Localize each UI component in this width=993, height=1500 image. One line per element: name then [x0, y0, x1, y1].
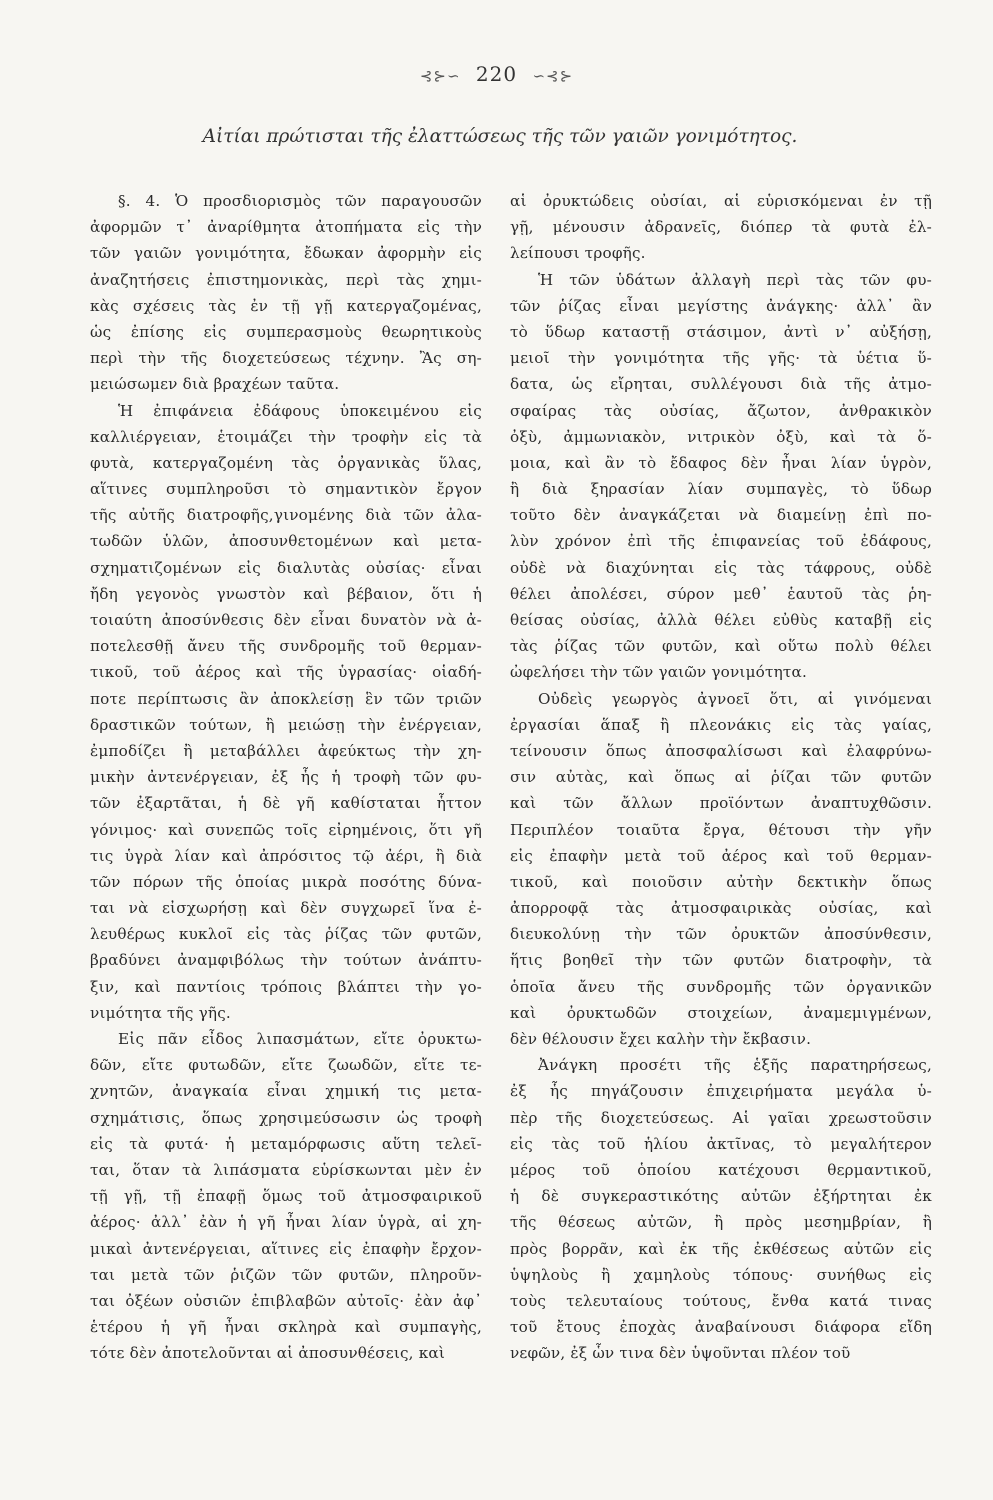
- text-line: μέρος τοῦ ὁποίου κατέχουσι θερμαντικοῦ,: [510, 1160, 932, 1179]
- text-line: Ἀνάγκη προσέτι τῆς ἑξῆς παρατηρήσεως,: [538, 1056, 932, 1075]
- text-line: Περιπλέον τοιαῦτα ἔργα, θέτουσι τὴν γῆν: [510, 820, 932, 839]
- text-line: ἡ δὲ συγκεραστικότης αὐτῶν ἐξήρτηται ἐκ: [510, 1187, 932, 1206]
- text-line: ἀναζητήσεις ἐπιστημονικὰς, περὶ τὰς χημι-: [90, 270, 482, 289]
- text-line: γόνιμος· καὶ συνεπῶς τοῖς εἰρημένοις, ὅτι γῆ: [90, 820, 482, 839]
- text-line: ται, ὅταν τὰ λιπάσματα εὑρίσκωνται μὲν ἐν: [90, 1160, 482, 1179]
- text-line: βραδύνει ἀναμφιβόλως τὴν τούτων ἀνάπτυ-: [90, 951, 482, 970]
- text-line: καὶ ὀρυκτωδῶν στοιχείων, ἀναμεμιγμένων,: [510, 1003, 932, 1022]
- text-line: ξιν, καὶ παντίοις τρόποις βλάπτει τὴν γο-: [90, 977, 482, 996]
- text-line: καλλιέργειαν, ἑτοιμάζει τὴν τροφὴν εἰς τὰ: [90, 427, 482, 446]
- text-line: ἀέρος· ἀλλ᾽ ἐὰν ἡ γῆ ἦναι λίαν ὑγρὰ, αἱ χη-: [90, 1213, 482, 1232]
- text-line: σχημάτισις, ὅπως χρησιμεύσωσιν ὡς τροφὴ: [90, 1108, 482, 1127]
- text-line: λείπουσι τροφῆς.: [510, 244, 646, 263]
- text-line: ὑψηλοὺς ἢ χαμηλοὺς τόπους· συνήθως εἰς: [510, 1265, 932, 1284]
- text-line: σχηματιζομένων εἰς διαλυτὰς οὐσίας· εἶναι: [90, 558, 482, 577]
- text-line: Οὐδεὶς γεωργὸς ἀγνοεῖ ὅτι, αἱ γινόμεναι: [538, 689, 932, 708]
- text-line: λευθέρως κυκλοῖ εἰς τὰς ῥίζας τῶν φυτῶν,: [90, 925, 482, 944]
- text-line: εἰς ἐπαφὴν μετὰ τοῦ ἀέρος καὶ τοῦ θερμαν-: [510, 846, 932, 865]
- text-line: ὁποῖα ἄνευ τῆς συνδρομῆς τῶν ὀργανικῶν: [510, 977, 932, 996]
- section-title: Αἰτίαι πρώτισται τῆς ἐλαττώσεως τῆς τῶν γαιῶν γονιμότητος.: [202, 126, 798, 147]
- text-line: τείνουσιν ὅπως ἀποσφαλίσωσι καὶ ἐλαφρύνω-: [510, 741, 932, 760]
- text-line: πρὸς βορρᾶν, καὶ ἐκ τῆς ἐκθέσεως αὐτῶν εἰς: [510, 1239, 932, 1258]
- text-line: ὀξὺ, ἀμμωνιακὸν, νιτρικὸν ὀξὺ, καὶ τὰ ὅ-: [510, 427, 932, 446]
- text-line: ἀφορμῶν τ᾽ ἀναρίθμητα ἀτοπήματα εἰς τὴν: [90, 218, 482, 237]
- text-line: διευκολύνῃ τὴν τῶν ὀρυκτῶν ἀποσύνθεσιν,: [510, 925, 932, 944]
- text-line: καὶ τῶν ἄλλων προϊόντων ἀναπτυχθῶσιν.: [510, 794, 932, 813]
- text-line: τῶν ἐξαρτᾶται, ἡ δὲ γῆ καθίσταται ἧττον: [90, 794, 482, 813]
- text-line: τοῦ ἔτους ἐποχὰς ἀναβαίνουσι διάφορα εἴδη: [510, 1318, 932, 1337]
- text-line: τῶν ῥίζας εἶναι μεγίστης ἀνάγκης· ἀλλ᾽ ἂν: [510, 296, 932, 315]
- text-line: τῆς αὐτῆς διατροφῆς,γινομένης διὰ τῶν ἀλα-: [90, 506, 482, 525]
- text-line: εἰς τὰς τοῦ ἡλίου ἀκτῖνας, τὸ μεγαλήτερον: [510, 1134, 932, 1153]
- text-line: μικαὶ ἀντενέργειαι, αἵτινες εἰς ἐπαφὴν ἔρχον-: [90, 1239, 482, 1258]
- text-line: τῆς θέσεως αὐτῶν, ἢ πρὸς μεσημβρίαν, ἢ: [510, 1213, 932, 1232]
- ornament-left: ⊰⊱∽: [419, 67, 461, 85]
- text-line: ἢ διὰ ξηρασίαν λίαν συμπαγὲς, τὸ ὕδωρ: [510, 480, 932, 499]
- text-line: ἐμποδίζει ἢ μεταβάλλει ἀφεύκτως τὴν χη-: [90, 741, 482, 760]
- text-line: τωδῶν ὑλῶν, ἀποσυνθετομένων καὶ μετα-: [90, 532, 482, 551]
- text-line: δὲν θέλουσιν ἔχει καλὴν τὴν ἔκβασιν.: [510, 1030, 812, 1048]
- text-line: ται νὰ εἰσχωρήσῃ καὶ δὲν συγχωρεῖ ἵνα ἐ-: [90, 899, 482, 918]
- left-column: [90, 188, 482, 1366]
- text-line: μειώσωμεν διὰ βραχέων ταῦτα.: [90, 375, 340, 394]
- text-line: αἱ ὀρυκτώδεις οὐσίαι, αἱ εὑρισκόμεναι ἐν τῇ: [510, 192, 932, 210]
- text-line: δραστικῶν τούτων, ἢ μειώσῃ τὴν ἐνέργειαν,: [90, 715, 482, 734]
- text-line: σιν αὐτὰς, καὶ ὅπως αἱ ῥίζαι τῶν φυτῶν: [510, 768, 932, 787]
- text-line: μειοῖ τὴν γονιμότητα τῆς γῆς· τὰ ὑέτια ὕ-: [510, 349, 932, 368]
- text-line: πὲρ τῆς διοχετεύσεως. Αἱ γαῖαι χρεωστοῦσιν: [510, 1108, 932, 1127]
- text-line: ἑτέρου ἡ γῆ ἦναι σκληρὰ καὶ συμπαγὴς,: [90, 1318, 482, 1337]
- text-line: ὠφελήσει τὴν τῶν γαιῶν γονιμότητα.: [510, 663, 807, 682]
- text-line: τὰς ῥίζας τῶν φυτῶν, καὶ οὕτω πολὺ θέλει: [510, 637, 932, 656]
- text-line: ἤδη γεγονὸς γνωστὸν καὶ βέβαιον, ὅτι ἡ: [90, 584, 482, 603]
- text-line: ἐργασίαι ἅπαξ ἢ πλεονάκις εἰς τὰς γαίας,: [510, 715, 932, 734]
- right-column: [510, 188, 932, 1366]
- text-line: θέλει ἀπολέσει, σύρον μεθ᾽ ἑαυτοῦ τὰς ῥη-: [510, 584, 932, 603]
- text-line: γῇ, μένουσιν ἀδρανεῖς, διόπερ τὰ φυτὰ ἐλ-: [510, 218, 932, 237]
- ornament-right: ∽⊰⊱: [532, 67, 574, 85]
- text-line: τοὺς τελευταίους τούτους, ἔνθα κατά τινας: [510, 1291, 932, 1310]
- text-line: αἵτινες συμπληροῦσι τὸ σημαντικὸν ἔργον: [90, 480, 482, 499]
- text-line: ἀπορροφᾷ τὰς ἀτμοσφαιρικὰς οὐσίας, καὶ: [510, 899, 932, 918]
- page-header: [0, 62, 993, 86]
- text-line: νιμότητα τῆς γῆς.: [90, 1003, 231, 1022]
- text-line: τις ὑγρὰ λίαν καὶ ἀπρόσιτος τῷ ἀέρι, ἢ διὰ: [90, 846, 482, 865]
- text-line: Εἰς πᾶν εἶδος λιπασμάτων, εἴτε ὀρυκτω-: [118, 1030, 482, 1048]
- text-line: ποτελεσθῇ ἄνευ τῆς συνδρομῆς τοῦ θερμαν-: [90, 637, 482, 656]
- text-line: τῶν γαιῶν γονιμότητα, ἔδωκαν ἀφορμὴν εἰς: [90, 244, 482, 263]
- text-line: σφαίρας τὰς οὐσίας, ἄζωτον, ἀνθρακικὸν: [510, 401, 932, 420]
- text-line: οὐδὲ νὰ διαχύνηται εἰς τὰς τάφρους, οὐδὲ: [510, 558, 932, 577]
- text-line: τικοῦ, καὶ ποιοῦσιν αὐτὴν δεκτικὴν ὅπως: [510, 872, 932, 891]
- text-line: τότε δὲν ἀποτελοῦνται αἱ ἀποσυνθέσεις, καὶ: [90, 1344, 446, 1363]
- text-line: ποτε περίπτωσις ἂν ἀποκλείσῃ ἓν τῶν τριῶν: [90, 689, 482, 708]
- text-line: ται ὀξέων οὐσιῶν ἐπιβλαβῶν αὐτοῖς· ἐὰν ἀφ᾽: [90, 1291, 482, 1310]
- text-line: Ἡ ἐπιφάνεια ἐδάφους ὑποκειμένου εἰς: [118, 401, 482, 420]
- text-line: τοῦτο δὲν ἀναγκάζεται νὰ διαμείνῃ ἐπὶ πο-: [510, 506, 932, 525]
- text-line: φυτὰ, κατεργαζομένη τὰς ὀργανικὰς ὕλας,: [90, 453, 482, 472]
- text-line: λὺν χρόνον ἐπὶ τῆς ἐπιφανείας τοῦ ἐδάφους,: [510, 532, 932, 551]
- text-line: ἐξ ἧς πηγάζουσιν ἐπιχειρήματα μεγάλα ὑ-: [510, 1082, 932, 1101]
- text-line: δατα, ὡς εἴρηται, συλλέγουσι διὰ τῆς ἀτμο-: [510, 375, 932, 394]
- text-line: τῶν πόρων τῆς ὁποίας μικρὰ ποσότης δύνα-: [90, 872, 482, 891]
- text-line: χνητῶν, ἀναγκαία εἶναι χημική τις μετα-: [90, 1082, 482, 1101]
- page-number: 220: [475, 62, 518, 86]
- text-line: νεφῶν, ἐξ ὧν τινα δὲν ὑψοῦνται πλέον τοῦ: [510, 1344, 851, 1363]
- text-line: ται μετὰ τῶν ῥιζῶν τῶν φυτῶν, πληροῦν-: [90, 1265, 482, 1284]
- text-line: τῇ γῇ, τῇ ἐπαφῇ ὅμως τοῦ ἀτμοσφαιρικοῦ: [90, 1187, 482, 1206]
- text-line: ὡς ἐπίσης εἰς συμπερασμοὺς θεωρητικοὺς: [90, 322, 482, 341]
- text-line: κὰς σχέσεις τὰς ἐν τῇ γῇ κατεργαζομένας,: [90, 296, 482, 315]
- text-line: θείσας οὐσίας, ἀλλὰ θέλει εὐθὺς καταβῇ εἰς: [510, 611, 932, 629]
- text-line: περὶ τὴν τῆς διοχετεύσεως τέχνην. Ἂς ση-: [90, 349, 482, 368]
- text-line: ἥτις βοηθεῖ τὴν τῶν φυτῶν διατροφὴν, τὰ: [510, 951, 932, 970]
- text-line: δῶν, εἴτε φυτωδῶν, εἴτε ζωωδῶν, εἴτε τε-: [90, 1056, 482, 1075]
- text-line: §. 4. Ὁ προσδιορισμὸς τῶν παραγουσῶν: [118, 192, 482, 210]
- text-line: Ἡ τῶν ὑδάτων ἀλλαγὴ περὶ τὰς τῶν φυ-: [538, 270, 932, 289]
- text-line: τὸ ὕδωρ καταστῇ στάσιμον, ἀντὶ ν᾽ αὐξήσῃ,: [510, 322, 932, 341]
- text-line: εἰς τὰ φυτά· ἡ μεταμόρφωσις αὕτη τελεῖ-: [90, 1134, 482, 1153]
- text-line: μοια, καὶ ἂν τὸ ἔδαφος δὲν ἦναι λίαν ὑγρὸν,: [510, 453, 932, 472]
- text-line: τικοῦ, τοῦ ἀέρος καὶ τῆς ὑγρασίας· οἱαδή-: [90, 663, 482, 682]
- text-line: μικὴν ἀντενέργειαν, ἐξ ἧς ἡ τροφὴ τῶν φυ-: [90, 768, 482, 787]
- text-line: τοιαύτη ἀποσύνθεσις δὲν εἶναι δυνατὸν νὰ ἀ-: [90, 611, 482, 629]
